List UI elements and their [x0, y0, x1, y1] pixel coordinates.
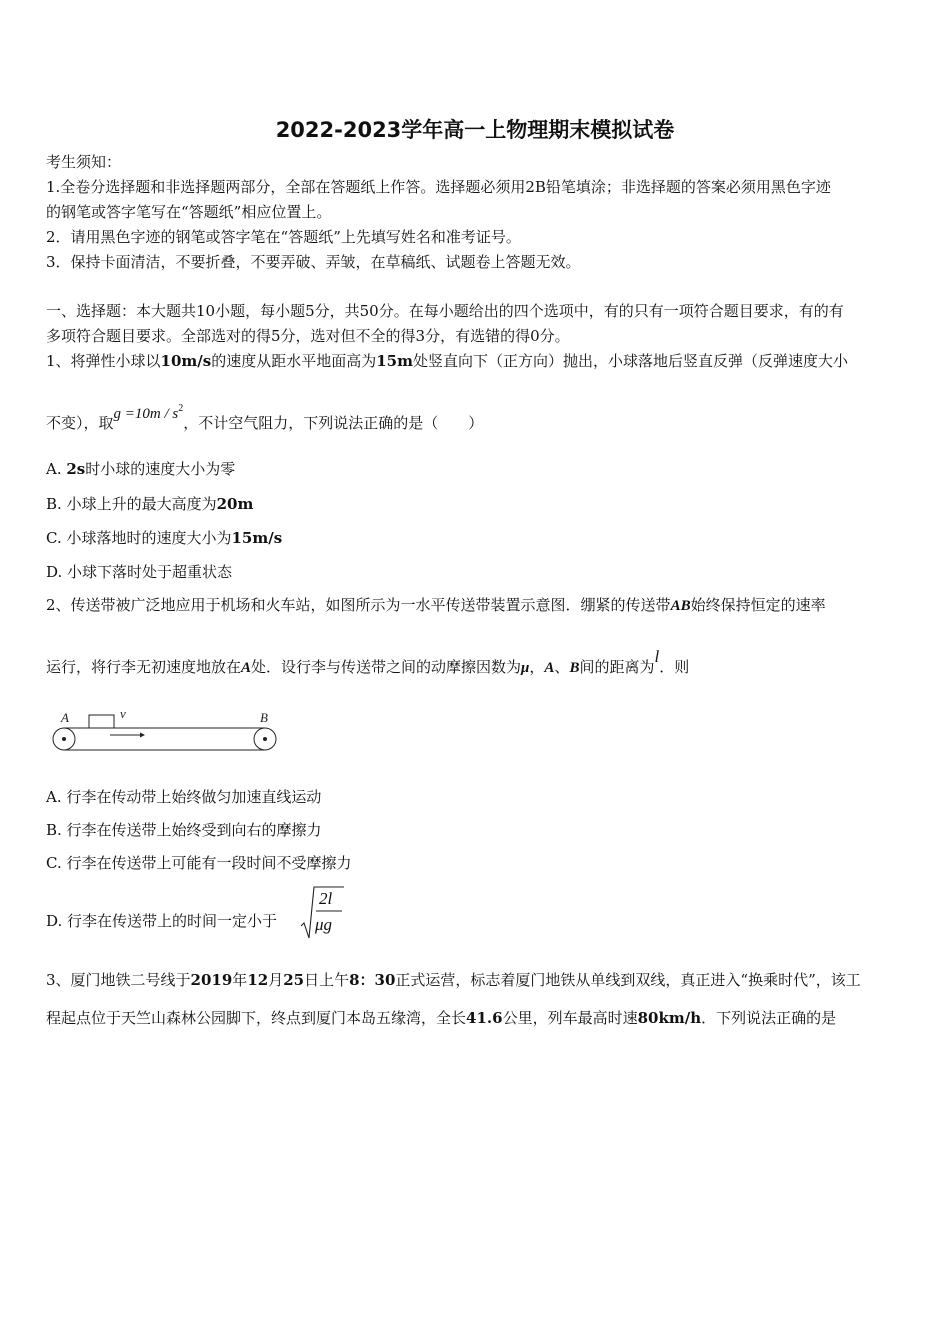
- q2-text: 2、传送带被广泛地应用于机场和火车站，如图所示为一水平传送带装置示意图．绷紧的传送带: [46, 596, 671, 614]
- option-value: 20m: [216, 495, 254, 513]
- option-letter: D.: [46, 563, 68, 581]
- page-title: 2022-2023学年高一上物理期末模拟试卷: [275, 118, 675, 142]
- q2-option-d[interactable]: D. 行李在传送带上的时间一定小于: [46, 912, 278, 930]
- q2-line-1: [46, 595, 826, 616]
- option-value: 15m/s: [231, 529, 283, 547]
- distance-l: l: [654, 647, 660, 666]
- diagram-label-v: v: [120, 706, 126, 721]
- q3-time: 8：30: [349, 971, 396, 989]
- q2-option-b[interactable]: B. 行李在传送带上始终受到向右的摩擦力: [46, 821, 322, 839]
- luggage-box: [89, 715, 114, 728]
- q3-text: 年: [232, 971, 248, 989]
- notice-item-3: 3．保持卡面清洁，不要折叠，不要弄破、弄皱，在草稿纸、试题卷上答题无效。: [46, 253, 581, 271]
- section-intro-1: 一、选择题：本大题共10小题，每小题5分，共50分。在每小题给出的四个选项中，有的只有一项符合题目要求，有的有: [46, 302, 844, 320]
- q3-line-1: [46, 970, 861, 990]
- q2-text: 、: [554, 658, 570, 676]
- q1-line-1: [46, 351, 848, 371]
- g-exponent: 2: [178, 403, 184, 414]
- diagram-label-a: A: [61, 710, 69, 725]
- q2-text: ．则: [659, 658, 690, 676]
- fraction-numerator: 2l: [319, 889, 333, 908]
- right-axle: [263, 737, 267, 741]
- belt-label: AB: [670, 598, 691, 614]
- option-text: 时小球的速度大小为零: [85, 460, 236, 478]
- q1-text: 的速度从距水平地面高为: [211, 352, 377, 370]
- point-a: A: [241, 660, 252, 676]
- q2-text: ，: [529, 658, 545, 676]
- q2-line-2: [46, 647, 690, 678]
- q3-month: 12: [247, 971, 269, 989]
- q3-length: 41.6: [466, 1009, 503, 1027]
- fraction-denominator: μg: [315, 915, 333, 934]
- sqrt-fraction: [300, 884, 350, 940]
- q3-text: 3、厦门地铁二号线于: [46, 971, 191, 989]
- q1-line-2: [46, 403, 484, 436]
- diagram-label-b: B: [260, 710, 268, 725]
- q3-text: 日上午: [304, 971, 350, 989]
- q1-gravity-formula: [113, 403, 184, 422]
- q1-option-c[interactable]: [46, 528, 282, 548]
- option-letter: B.: [46, 495, 67, 513]
- notice-item-2: 2．请用黑色字迹的钢笔或答字笔在“答题纸”上先填写姓名和准考证号。: [46, 228, 521, 246]
- q3-text: 月: [268, 971, 284, 989]
- option-value: 2s: [66, 460, 86, 478]
- q3-year: 2019: [190, 971, 233, 989]
- velocity-arrowhead: [140, 733, 145, 738]
- q1-option-d[interactable]: [46, 562, 232, 582]
- q2-option-a[interactable]: A. 行李在传动带上始终做匀加速直线运动: [46, 788, 322, 806]
- q3-text: 程起点位于天竺山森林公园脚下，终点到厦门本岛五缘湾，全长: [46, 1009, 467, 1027]
- notice-item-1: 1.全卷分选择题和非选择题两部分，全部在答题纸上作答。选择题必须用2B铅笔填涂；非选择题的答案必须用黑色字迹: [46, 178, 831, 196]
- q1-text: 1、将弹性小球以: [46, 352, 161, 370]
- q3-day: 25: [283, 971, 305, 989]
- q3-max-speed: 80km/h: [637, 1009, 702, 1027]
- q1-height: 15m: [376, 352, 413, 370]
- notice-item-1-cont: 的钢笔或答字笔写在“答题纸”相应位置上。: [46, 203, 332, 221]
- q2-text: 始终保持恒定的速率: [690, 596, 826, 614]
- option-text: 小球上升的最大高度为: [66, 495, 217, 513]
- q2-option-c[interactable]: C. 行李在传送带上可能有一段时间不受摩擦力: [46, 854, 352, 872]
- q1-option-b[interactable]: [46, 494, 253, 514]
- g-value: g =10m / s: [113, 406, 179, 422]
- left-axle: [62, 737, 66, 741]
- q3-text: 公里，列车最高时速: [502, 1009, 638, 1027]
- option-letter: C.: [46, 529, 67, 547]
- q3-text: 正式运营，标志着厦门地铁从单线到双线，真正进入“换乘时代”，该工: [395, 971, 861, 989]
- q2-text: 运行，将行李无初速度地放在: [46, 658, 242, 676]
- notice-heading: 考生须知：: [46, 153, 122, 171]
- point-b: B: [569, 660, 580, 676]
- option-text: 小球落地时的速度大小为: [66, 529, 232, 547]
- q1-text: 处竖直向下（正方向）抛出，小球落地后竖直反弹（反弹速度大小: [412, 352, 848, 370]
- section-intro-2: 多项符合题目要求。全部选对的得5分，选对但不全的得3分，有选错的得0分。: [46, 327, 570, 345]
- q1-text: ，不计空气阻力，下列说法正确的是（ ）: [183, 414, 484, 432]
- q3-line-2: [46, 1008, 836, 1028]
- q1-speed: 10m/s: [160, 352, 212, 370]
- q1-text: 不变），取: [46, 414, 114, 432]
- q3-text: ．下列说法正确的是: [701, 1009, 837, 1027]
- conveyor-belt-diagram: [50, 704, 282, 754]
- option-text: 小球下落时处于超重状态: [67, 563, 233, 581]
- option-letter: A.: [46, 460, 67, 478]
- q2-text: 处．设行李与传送带之间的动摩擦因数为: [251, 658, 522, 676]
- q2-text: 间的距离为: [579, 658, 655, 676]
- point-a: A: [544, 660, 555, 676]
- mu-symbol: μ: [521, 660, 530, 676]
- q1-option-a[interactable]: [46, 459, 235, 479]
